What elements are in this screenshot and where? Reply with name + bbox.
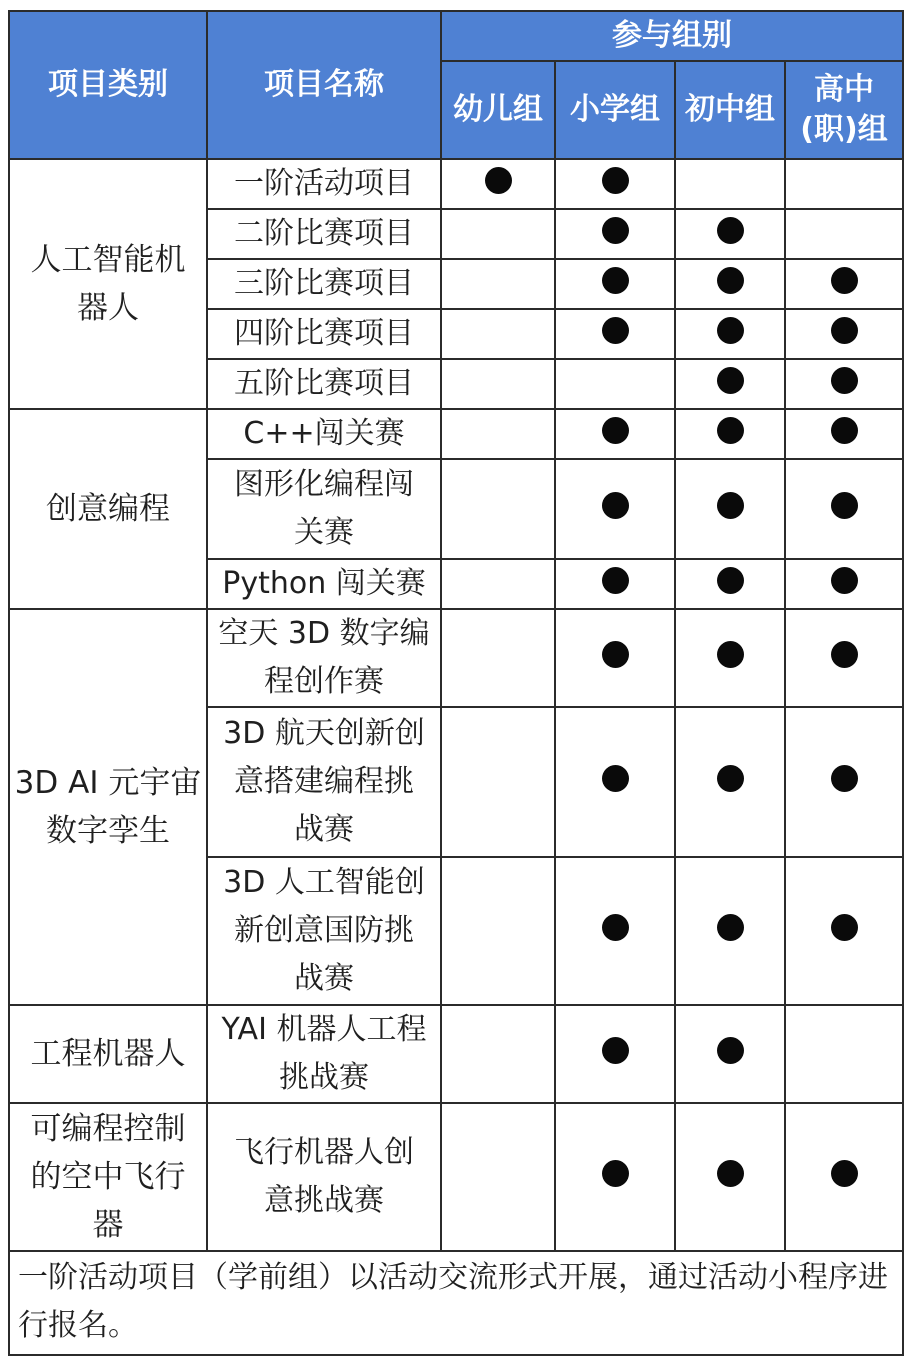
- project-name-cell: 四阶比赛项目: [207, 309, 441, 359]
- participation-cell: [675, 359, 785, 409]
- participation-dot-icon: [717, 217, 744, 244]
- participation-cell: [785, 209, 903, 259]
- participation-cell: [675, 1103, 785, 1251]
- category-cell: 人工智能机 器人: [9, 159, 207, 409]
- table-row: [9, 1005, 903, 1103]
- participation-dot-icon: [831, 417, 858, 444]
- participation-cell: [441, 707, 555, 857]
- participation-cell: [555, 857, 675, 1005]
- category-cell: 工程机器人: [9, 1005, 207, 1103]
- participation-cell: [785, 159, 903, 209]
- participation-dot-icon: [831, 765, 858, 792]
- participation-dot-icon: [717, 1037, 744, 1064]
- participation-dot-icon: [831, 317, 858, 344]
- participation-cell: [555, 559, 675, 609]
- participation-dot-icon: [602, 1160, 629, 1187]
- participation-dot-icon: [717, 641, 744, 668]
- participation-dot-icon: [602, 417, 629, 444]
- participation-cell: [441, 409, 555, 459]
- participation-cell: [555, 309, 675, 359]
- participation-cell: [441, 459, 555, 559]
- participation-cell: [785, 259, 903, 309]
- participation-cell: [675, 707, 785, 857]
- participation-cell: [675, 209, 785, 259]
- project-name-cell: 3D 人工智能创 新创意国防挑 战赛: [207, 857, 441, 1005]
- project-name-cell: 3D 航天创新创 意搭建编程挑 战赛: [207, 707, 441, 857]
- participation-cell: [785, 1005, 903, 1103]
- participation-cell: [785, 409, 903, 459]
- participation-cell: [555, 1005, 675, 1103]
- participation-cell: [785, 857, 903, 1005]
- participation-dot-icon: [831, 914, 858, 941]
- table-row: [9, 609, 903, 707]
- participation-dot-icon: [717, 492, 744, 519]
- participation-cell: [675, 309, 785, 359]
- project-name-cell: 空天 3D 数字编 程创作赛: [207, 609, 441, 707]
- table-body: [9, 159, 903, 1251]
- participation-dot-icon: [602, 267, 629, 294]
- participation-cell: [675, 559, 785, 609]
- competition-table: [8, 10, 904, 1356]
- participation-cell: [441, 1005, 555, 1103]
- participation-dot-icon: [602, 765, 629, 792]
- participation-cell: [441, 1103, 555, 1251]
- participation-cell: [555, 359, 675, 409]
- project-name-cell: Python 闯关赛: [207, 559, 441, 609]
- participation-cell: [675, 609, 785, 707]
- participation-cell: [555, 209, 675, 259]
- table-row: [9, 1103, 903, 1251]
- header-category: 项目类别: [9, 11, 207, 159]
- participation-cell: [785, 459, 903, 559]
- participation-dot-icon: [717, 267, 744, 294]
- participation-cell: [441, 559, 555, 609]
- header-group-primary: 小学组: [555, 61, 675, 159]
- participation-cell: [675, 857, 785, 1005]
- participation-dot-icon: [602, 641, 629, 668]
- participation-cell: [441, 209, 555, 259]
- participation-cell: [441, 159, 555, 209]
- participation-dot-icon: [602, 217, 629, 244]
- participation-dot-icon: [602, 317, 629, 344]
- category-cell: 3D AI 元宇宙 数字孪生: [9, 609, 207, 1005]
- participation-dot-icon: [717, 1160, 744, 1187]
- participation-cell: [785, 609, 903, 707]
- participation-cell: [675, 259, 785, 309]
- project-name-cell: 图形化编程闯 关赛: [207, 459, 441, 559]
- participation-cell: [555, 409, 675, 459]
- project-name-cell: 一阶活动项目: [207, 159, 441, 209]
- participation-dot-icon: [602, 167, 629, 194]
- participation-dot-icon: [717, 367, 744, 394]
- category-cell: 创意编程: [9, 409, 207, 609]
- participation-cell: [785, 1103, 903, 1251]
- header-group-senior: 高中 (职)组: [785, 61, 903, 159]
- header-name: 项目名称: [207, 11, 441, 159]
- participation-dot-icon: [717, 914, 744, 941]
- participation-cell: [675, 409, 785, 459]
- table-row: [9, 409, 903, 459]
- participation-cell: [555, 1103, 675, 1251]
- participation-cell: [785, 707, 903, 857]
- participation-dot-icon: [602, 567, 629, 594]
- participation-cell: [555, 707, 675, 857]
- project-name-cell: 五阶比赛项目: [207, 359, 441, 409]
- participation-cell: [555, 609, 675, 707]
- participation-dot-icon: [717, 765, 744, 792]
- participation-dot-icon: [602, 492, 629, 519]
- participation-cell: [555, 459, 675, 559]
- participation-dot-icon: [831, 267, 858, 294]
- table-row: [9, 159, 903, 209]
- participation-dot-icon: [831, 367, 858, 394]
- participation-cell: [555, 159, 675, 209]
- participation-cell: [675, 459, 785, 559]
- participation-dot-icon: [831, 1160, 858, 1187]
- participation-cell: [555, 259, 675, 309]
- participation-cell: [441, 857, 555, 1005]
- participation-cell: [441, 609, 555, 707]
- project-name-cell: C++闯关赛: [207, 409, 441, 459]
- category-cell: 可编程控制 的空中飞行 器: [9, 1103, 207, 1251]
- participation-cell: [785, 309, 903, 359]
- participation-dot-icon: [717, 567, 744, 594]
- participation-cell: [441, 309, 555, 359]
- participation-cell: [785, 359, 903, 409]
- participation-dot-icon: [717, 317, 744, 344]
- participation-cell: [785, 559, 903, 609]
- participation-dot-icon: [717, 417, 744, 444]
- participation-cell: [675, 159, 785, 209]
- participation-dot-icon: [602, 1037, 629, 1064]
- table-header: [9, 11, 903, 159]
- header-group-kindergarten: 幼儿组: [441, 61, 555, 159]
- project-name-cell: 三阶比赛项目: [207, 259, 441, 309]
- participation-cell: [441, 359, 555, 409]
- project-name-cell: YAI 机器人工程 挑战赛: [207, 1005, 441, 1103]
- header-group-junior: 初中组: [675, 61, 785, 159]
- project-name-cell: 飞行机器人创 意挑战赛: [207, 1103, 441, 1251]
- participation-cell: [675, 1005, 785, 1103]
- participation-dot-icon: [831, 567, 858, 594]
- participation-cell: [441, 259, 555, 309]
- header-group-title: 参与组别: [441, 11, 903, 61]
- participation-dot-icon: [485, 167, 512, 194]
- participation-dot-icon: [831, 641, 858, 668]
- project-name-cell: 二阶比赛项目: [207, 209, 441, 259]
- participation-dot-icon: [831, 492, 858, 519]
- participation-dot-icon: [602, 914, 629, 941]
- footnote: 一阶活动项目（学前组）以活动交流形式开展，通过活动小程序进行报名。: [9, 1251, 903, 1355]
